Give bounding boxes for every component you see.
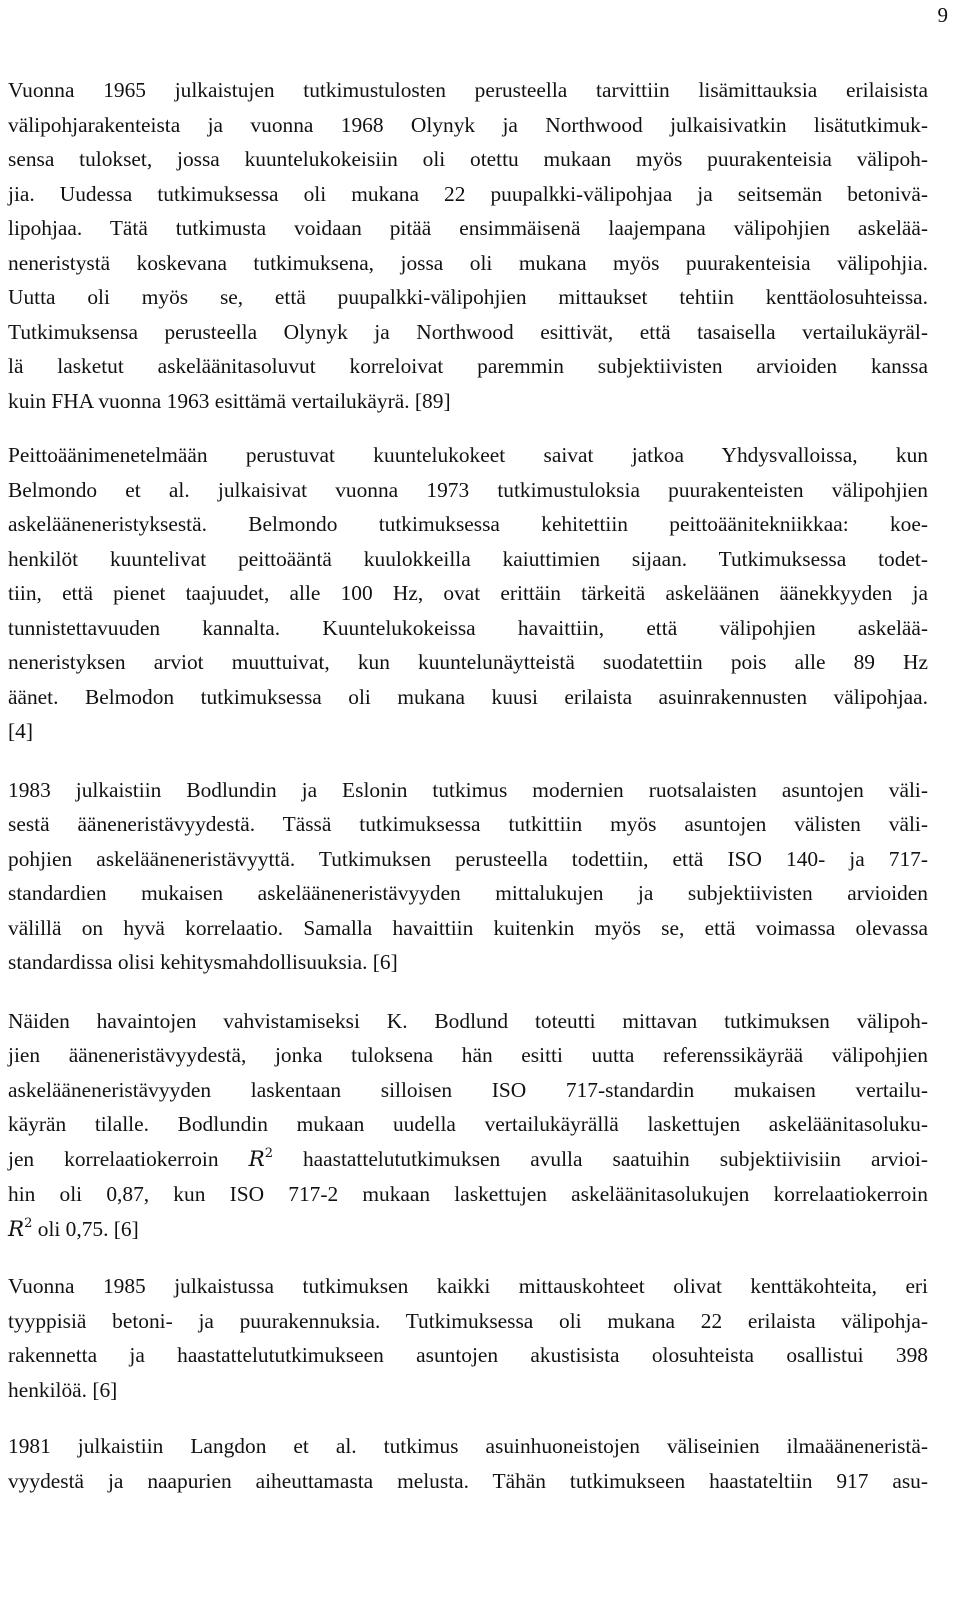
text-line: 1981 julkaistiin Langdon et al. tutkimus asuinhuoneistojen väliseinien ilmaääneneristä- [8, 1434, 928, 1458]
text-line: sensa tulokset, jossa kuuntelukokeisiin oli otettu mukaan myös puurakenteisia välipoh- [8, 147, 928, 171]
text-line: askelääneneristyksestä. Belmondo tutkimuksessa kehitettiin peittoäänitekniikkaa: koe- [8, 512, 928, 536]
text-line: pohjien askelääneneristävyyttä. Tutkimuksen perusteella todettiin, että ISO 140- ja 717- [8, 846, 928, 871]
text-line: tiin, että pienet taajuudet, alle 100 Hz, ovat erittäin tärkeitä askeläänen äänekkyyden ja [8, 581, 928, 605]
text-line: jia. Uudessa tutkimuksessa oli mukana 22 puupalkki-välipohjaa ja seitsemän betonivä- [8, 181, 928, 206]
text-line: lä lasketut askeläänitasoluvut korreloivat paremmin subjektiivisten arvioiden kanssa [8, 354, 928, 378]
document-body [8, 73, 928, 1498]
text-line: kuin FHA vuonna 1963 esittämä vertailukäyrä. [89] [8, 388, 451, 413]
text-line: askelääneneristävyyden laskentaan silloisen ISO 717-standardin mukaisen vertailu- [8, 1077, 928, 1102]
text-line: Belmondo et al. julkaisivat vuonna 1973 tutkimustuloksia puurakenteisten välipohjien [8, 477, 928, 502]
math-exponent: 2 [24, 1215, 33, 1231]
text-line: standardien mukaisen askelääneneristävyyden mittalukujen ja subjektiivisten arvioiden [8, 881, 928, 905]
text-line: Tutkimuksensa perusteella Olynyk ja Northwood esittivät, että tasaisella vertailukäyräl- [8, 319, 928, 344]
text-fragment: haastattelututkimuksen avulla saatuihin subjektiivisiin arvioi- [302, 1146, 928, 1171]
text-line: Uutta oli myös se, että puupalkki-välipohjien mittaukset tehtiin kenttäolosuhteissa. [8, 285, 928, 309]
page-number: 9 [937, 3, 948, 27]
text-line: 1983 julkaistiin Bodlundin ja Eslonin tutkimus modernien ruotsalaisten asuntojen väli- [8, 777, 928, 802]
text-line: Näiden havaintojen vahvistamiseksi K. Bodlund toteutti mittavan tutkimuksen välipoh- [8, 1008, 928, 1033]
text-line: vyydestä ja naapurien aiheuttamasta melusta. Tähän tutkimukseen haastateltiin 917 asu- [8, 1468, 928, 1493]
text-line: neneristyksen arviot muuttuivat, kun kuuntelunäytteistä suodatettiin pois alle 89 Hz [8, 650, 928, 674]
text-line: välillä on hyvä korrelaatio. Samalla havaittiin kuitenkin myös se, että voimassa olevassa [8, 915, 928, 940]
text-line: Vuonna 1965 julkaistujen tutkimustulosten perusteella tarvittiin lisämittauksia erilaisista [8, 78, 928, 102]
paragraph-3 [8, 773, 928, 980]
text-line: välipohjarakenteista ja vuonna 1968 Olynyk ja Northwood julkaisivatkin lisätutkimuk- [8, 112, 928, 137]
text-line: Vuonna 1985 julkaistussa tutkimuksen kaikki mittauskohteet olivat kenttäkohteita, eri [8, 1274, 928, 1298]
text-line: henkilöä. [6] [8, 1377, 118, 1402]
text-line: äänet. Belmodon tutkimuksessa oli mukana kuusi erilaista asuinrakennusten välipohjaa. [8, 684, 928, 709]
text-line: rakennetta ja haastattelututkimukseen asuntojen akustisista olosuhteista osallistui 398 [8, 1343, 928, 1367]
paragraph-1 [8, 73, 928, 418]
text-fragment: jen korrelaatiokerroin [8, 1146, 219, 1171]
paragraph-5 [8, 1269, 928, 1407]
r-squared-symbol [249, 1147, 273, 1172]
paragraph-6 [8, 1429, 928, 1498]
text-line [8, 1142, 928, 1178]
paragraph-2 [8, 438, 928, 749]
text-line: sestä ääneneristävyydestä. Tässä tutkimuksessa tutkittiin myös asuntojen välisten väli- [8, 812, 928, 836]
text-line: tunnistettavuuden kannalta. Kuuntelukokeissa havaittiin, että välipohjien askelää- [8, 615, 928, 640]
text-line: lipohjaa. Tätä tutkimusta voidaan pitää ensimmäisenä laajempana välipohjien askelää- [8, 216, 928, 240]
r-squared-symbol [8, 1217, 32, 1242]
text-line: hin oli 0,87, kun ISO 717-2 mukaan laskettujen askeläänitasolukujen korrelaatiokerroin [8, 1182, 928, 1206]
text-line: henkilöt kuuntelivat peittoääntä kuulokkeilla kaiuttimien sijaan. Tutkimuksessa todet- [8, 546, 928, 571]
paragraph-4 [8, 1004, 928, 1248]
text-line: neneristystä koskevana tutkimuksena, jossa oli mukana myös puurakenteisia välipohjia. [8, 250, 928, 275]
math-symbol: R [8, 1216, 25, 1242]
text-line: käyrän tilalle. Bodlundin mukaan uudella vertailukäyrällä laskettujen askeläänitasoluku- [8, 1112, 928, 1136]
text-line: tyyppisiä betoni- ja puurakennuksia. Tutkimuksessa oli mukana 22 erilaista välipohja- [8, 1308, 928, 1333]
math-symbol: R [248, 1146, 265, 1172]
text-line: [4] [8, 719, 33, 743]
text-line: standardissa olisi kehitysmahdollisuuksia. [6] [8, 950, 398, 974]
text-fragment: oli 0,75. [6] [37, 1216, 139, 1241]
math-exponent: 2 [264, 1145, 273, 1161]
text-line: Peittoäänimenetelmään perustuvat kuuntelukokeet saivat jatkoa Yhdysvalloissa, kun [8, 443, 928, 467]
text-line [8, 1212, 928, 1248]
text-line: jien ääneneristävyydestä, jonka tuloksena hän esitti uutta referenssikäyrää välipohjien [8, 1043, 928, 1067]
